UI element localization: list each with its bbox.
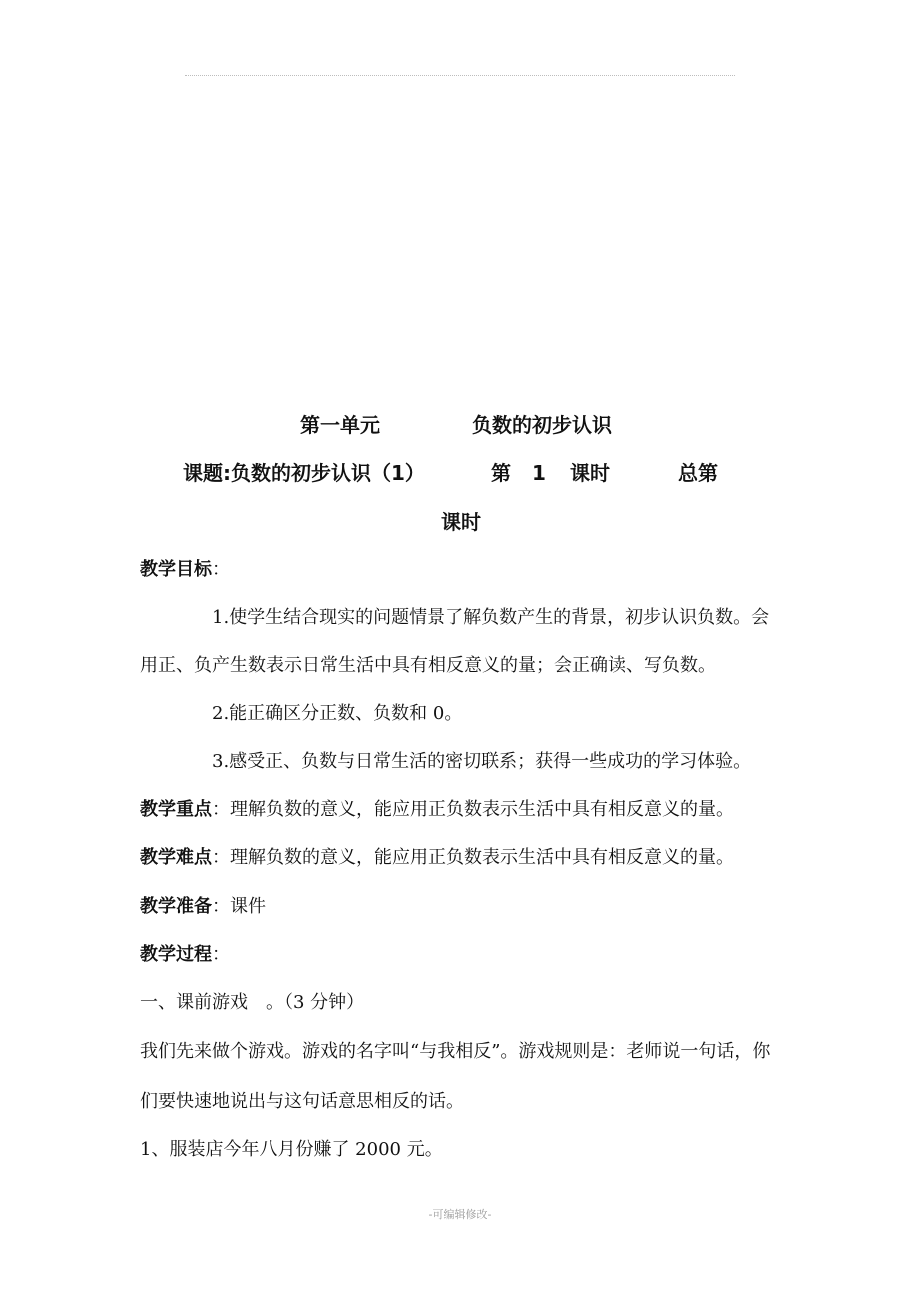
period-number: 1 xyxy=(532,461,546,485)
goals-heading: 教学目标 xyxy=(140,559,212,580)
period-suffix: 课时 xyxy=(570,461,610,485)
goal-3: 3.感受正、负数与日常生活的密切联系；获得一些成功的学习体验。 xyxy=(212,751,752,772)
difficulty-line xyxy=(140,845,734,871)
prep-label: 教学准备 xyxy=(140,896,212,917)
goals-separator: ： xyxy=(212,559,230,580)
lesson-prefix: 课题: xyxy=(183,461,231,485)
goals-heading-line xyxy=(140,557,230,583)
key-point-label: 教学重点 xyxy=(140,799,212,820)
header-rule xyxy=(185,75,735,76)
goal-1-line-2: 用正、负产生数表示日常生活中具有相反意义的量；会正确读、写负数。 xyxy=(140,655,716,676)
lesson-title: 负数的初步认识（1） xyxy=(231,461,425,485)
key-point-text: ：理解负数的意义，能应用正负数表示生活中具有相反意义的量。 xyxy=(212,799,734,820)
list-item-1: 1、服装店今年八月份赚了 2000 元。 xyxy=(140,1139,443,1160)
period-label: 第 xyxy=(491,461,511,485)
goal-2: 2.能正确区分正数、负数和 0。 xyxy=(212,703,463,724)
lesson-title-line xyxy=(183,459,425,487)
difficulty-text: ：理解负数的意义，能应用正负数表示生活中具有相反意义的量。 xyxy=(212,847,734,868)
process-label: 教学过程 xyxy=(140,944,212,965)
key-point-line xyxy=(140,797,734,823)
paragraph-1-line-2: 们要快速地说出与这句话意思相反的话。 xyxy=(140,1091,464,1112)
unit-label: 第一单元 xyxy=(300,413,380,437)
goal-1-line-1: 1.使学生结合现实的问题情景了解负数产生的背景，初步认识负数。会 xyxy=(212,607,770,628)
paragraph-1-line-1: 我们先来做个游戏。游戏的名字叫“与我相反”。游戏规则是：老师说一句话，你 xyxy=(140,1041,771,1062)
prep-text: ：课件 xyxy=(212,896,266,917)
section-1-heading: 一、课前游戏 。（3 分钟） xyxy=(140,992,365,1013)
total-suffix: 课时 xyxy=(441,510,481,534)
process-line xyxy=(140,942,230,968)
prep-line xyxy=(140,894,266,920)
footer-text: -可编辑修改- xyxy=(428,1208,492,1221)
unit-title: 负数的初步认识 xyxy=(472,413,612,437)
total-label: 总第 xyxy=(678,461,718,485)
process-text: ： xyxy=(212,944,230,965)
difficulty-label: 教学难点 xyxy=(140,847,212,868)
